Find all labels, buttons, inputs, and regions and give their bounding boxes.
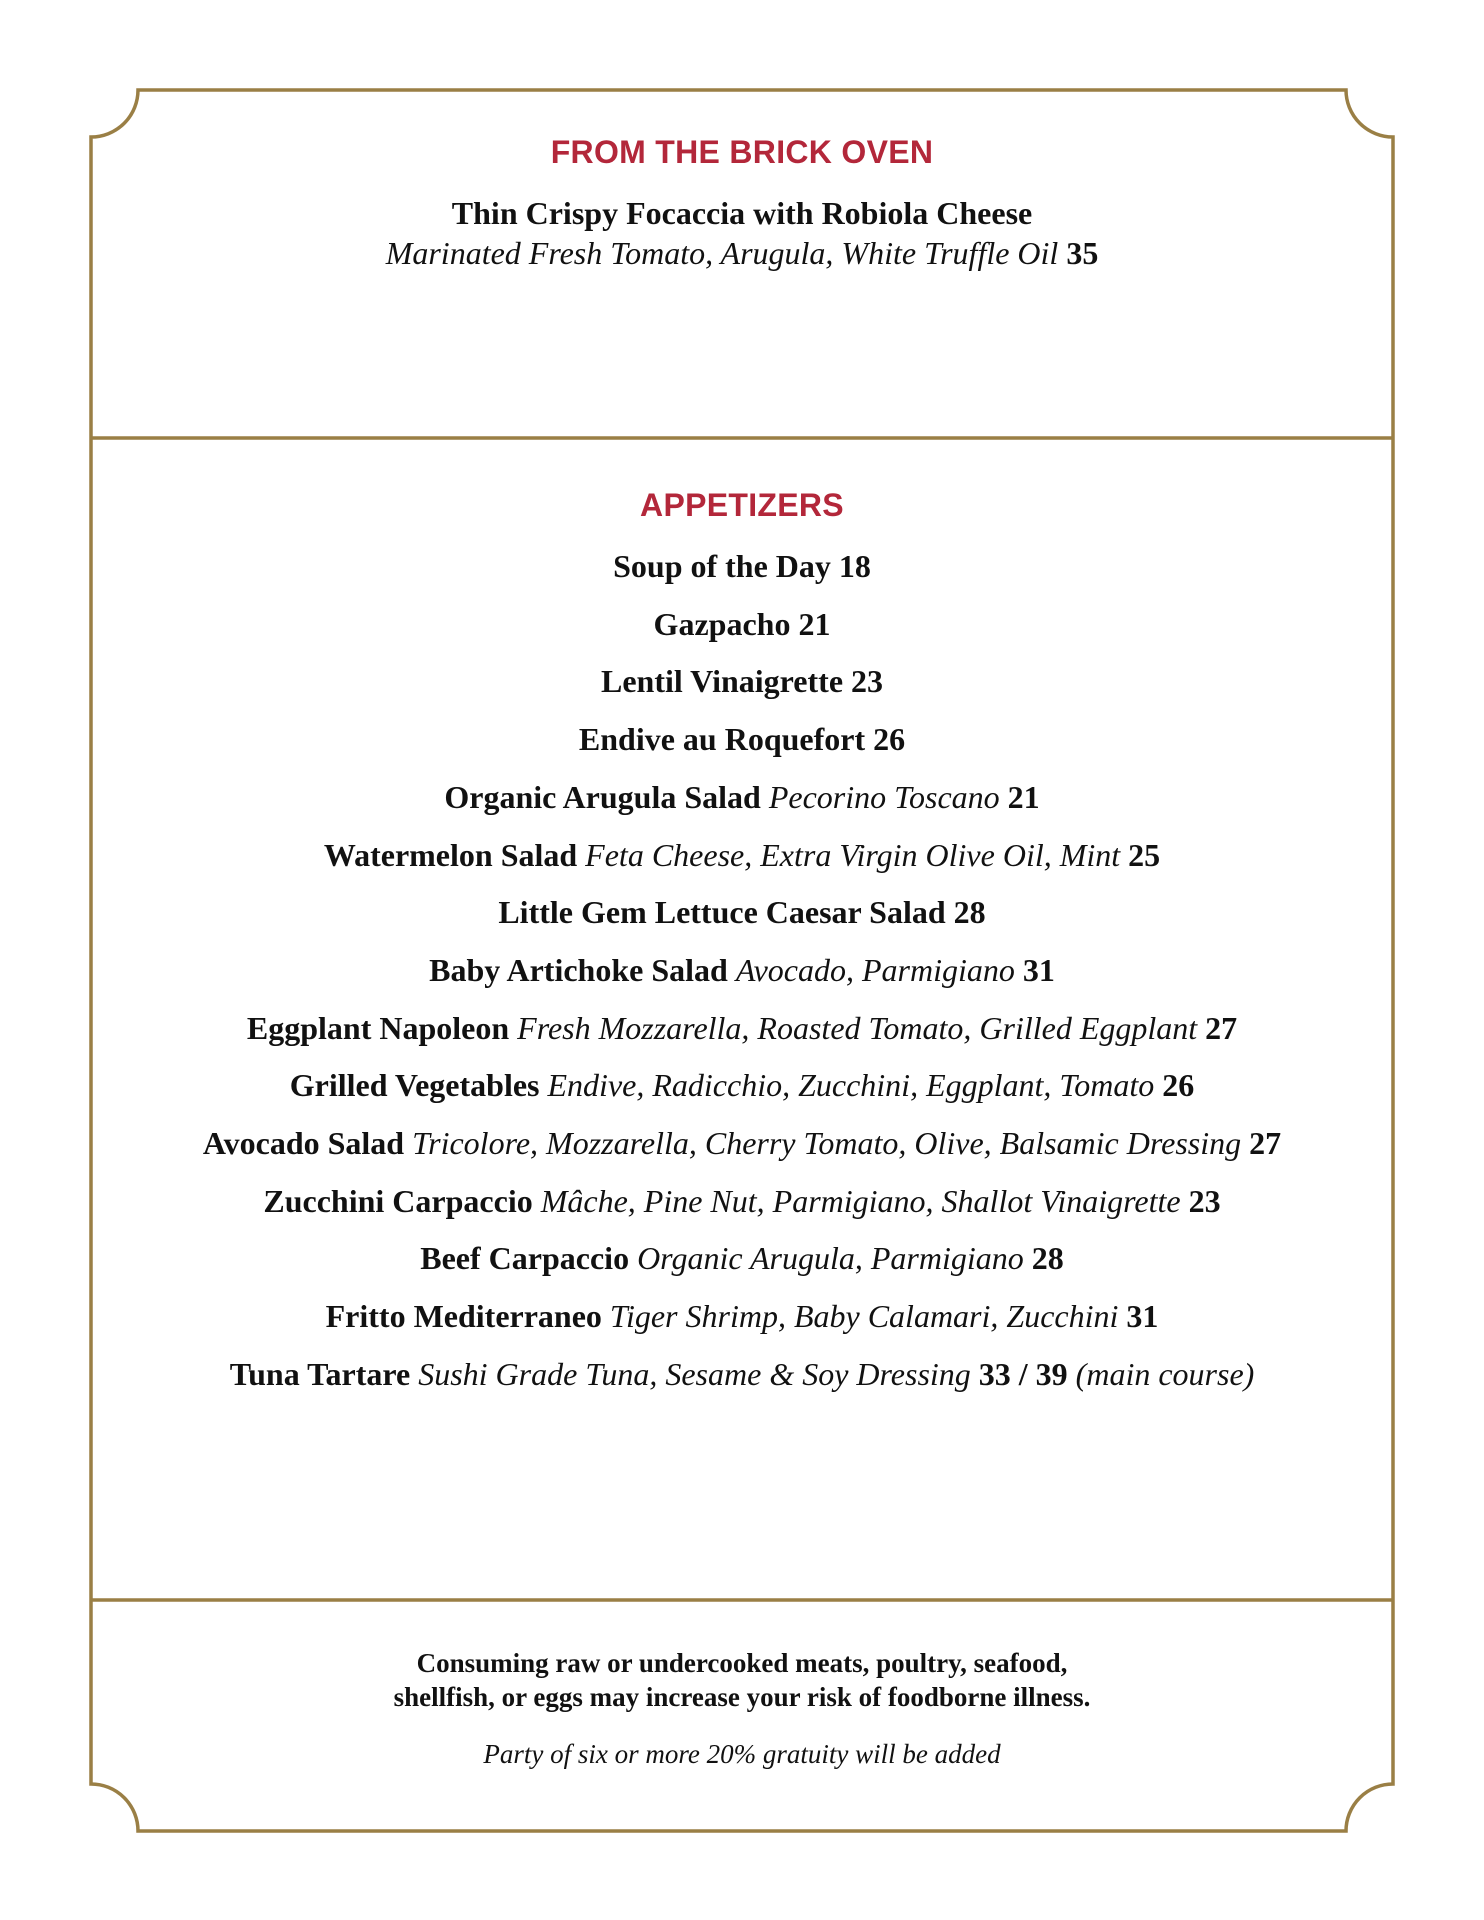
menu-item-name: Eggplant Napoleon: [246, 1010, 510, 1046]
menu-item-name: Thin Crispy Focaccia with Robiola Cheese: [451, 195, 1033, 231]
brick-oven-item: [0, 193, 1484, 233]
menu-item-name: Fritto Mediterraneo: [325, 1298, 602, 1334]
menu-item-price: 27: [1249, 1125, 1282, 1161]
menu-item-name: Avocado Salad: [202, 1125, 405, 1161]
appetizer-item: [0, 777, 1484, 817]
menu-item-name: Soup of the Day: [613, 548, 831, 584]
menu-item-note: (main course): [1075, 1356, 1255, 1392]
appetizer-item: [0, 950, 1484, 990]
appetizer-item: [0, 835, 1484, 875]
appetizers-heading: APPETIZERS: [640, 487, 844, 523]
brick-oven-heading: FROM THE BRICK OVEN: [550, 134, 934, 170]
menu-item-name: Zucchini Carpaccio: [263, 1183, 533, 1219]
appetizer-item: [0, 1296, 1484, 1336]
menu-item-description: Sushi Grade Tuna, Sesame & Soy Dressing: [418, 1356, 971, 1392]
menu-item-price: 31: [1022, 952, 1055, 988]
brick-oven-item-details: [0, 233, 1484, 273]
menu-item-price: 21: [1007, 779, 1040, 815]
appetizer-item: [0, 1181, 1484, 1221]
menu-item-price: 23: [1188, 1183, 1221, 1219]
menu-item-name: Baby Artichoke Salad: [429, 952, 728, 988]
menu-item-price: 27: [1205, 1010, 1238, 1046]
menu-item-description: Marinated Fresh Tomato, Arugula, White Truffle Oil: [385, 235, 1059, 271]
appetizer-item: [0, 546, 1484, 586]
appetizer-item: [0, 1354, 1484, 1394]
menu-item-name: Watermelon Salad: [323, 837, 578, 873]
menu-item-name: Organic Arugula Salad: [444, 779, 761, 815]
menu-item-price: 18: [838, 548, 871, 584]
appetizer-item: [0, 1065, 1484, 1105]
appetizer-item: [0, 892, 1484, 932]
appetizer-item: [0, 1123, 1484, 1163]
menu-item-name: Lentil Vinaigrette: [600, 663, 844, 699]
menu-item-price: 33 / 39: [978, 1356, 1068, 1392]
menu-item-name: Beef Carpaccio: [420, 1240, 630, 1276]
menu-item-name: Endive au Roquefort: [578, 721, 866, 757]
menu-item-price: 35: [1066, 235, 1099, 271]
menu-item-name: Grilled Vegetables: [289, 1067, 540, 1103]
menu-item-description: Endive, Radicchio, Zucchini, Eggplant, Tomato: [547, 1067, 1155, 1103]
menu-item-description: Tiger Shrimp, Baby Calamari, Zucchini: [609, 1298, 1119, 1334]
food-safety-notice-line-2: shellfish, or eggs may increase your risk of foodborne illness.: [393, 1682, 1091, 1712]
appetizer-item: [0, 604, 1484, 644]
menu-item-price: 23: [851, 663, 884, 699]
appetizer-item: [0, 1238, 1484, 1278]
menu-item-description: Mâche, Pine Nut, Parmigiano, Shallot Vinaigrette: [540, 1183, 1181, 1219]
menu-item-description: Avocado, Parmigiano: [735, 952, 1015, 988]
menu-item-description: Fresh Mozzarella, Roasted Tomato, Grilled Eggplant: [517, 1010, 1198, 1046]
food-safety-notice-line-1: Consuming raw or undercooked meats, poultry, seafood,: [416, 1648, 1068, 1678]
appetizer-item: [0, 661, 1484, 701]
menu-item-price: 26: [873, 721, 906, 757]
menu-item-description: Pecorino Toscano: [768, 779, 1000, 815]
menu-item-price: 28: [1031, 1240, 1064, 1276]
menu-item-description: Tricolore, Mozzarella, Cherry Tomato, Olive, Balsamic Dressing: [412, 1125, 1242, 1161]
menu-item-price: 28: [953, 894, 986, 930]
menu-item-price: 25: [1128, 837, 1161, 873]
menu-item-description: Feta Cheese, Extra Virgin Olive Oil, Mint: [585, 837, 1121, 873]
menu-item-description: Organic Arugula, Parmigiano: [637, 1240, 1024, 1276]
menu-item-price: 31: [1126, 1298, 1159, 1334]
gratuity-note: Party of six or more 20% gratuity will be added: [483, 1739, 1001, 1769]
menu-item-price: 21: [798, 606, 831, 642]
menu-item-name: Gazpacho: [653, 606, 791, 642]
menu-item-name: Tuna Tartare: [229, 1356, 411, 1392]
menu-item-name: Little Gem Lettuce Caesar Salad: [498, 894, 946, 930]
appetizer-item: [0, 719, 1484, 759]
menu-item-price: 26: [1162, 1067, 1195, 1103]
appetizer-item: [0, 1008, 1484, 1048]
